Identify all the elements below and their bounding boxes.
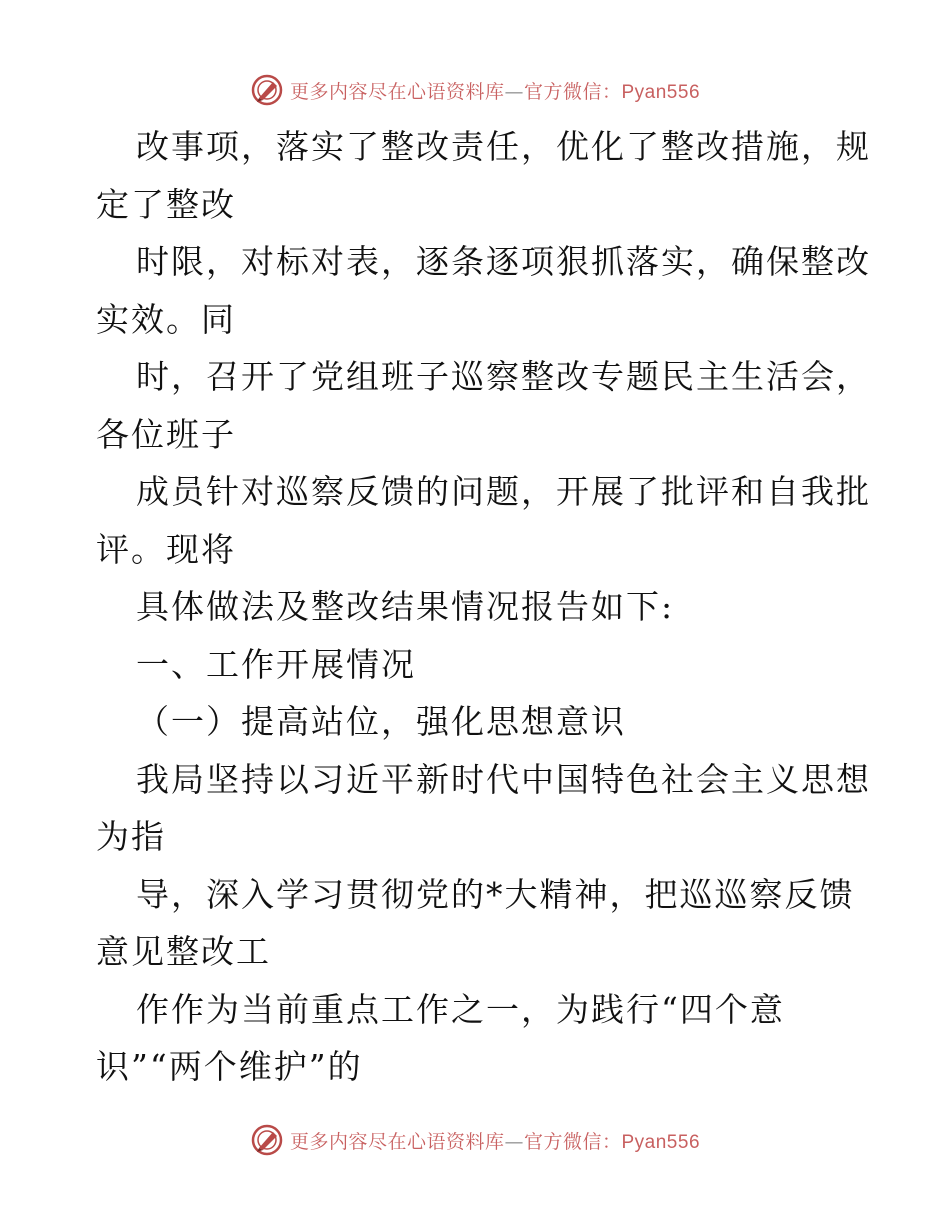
text-line: 成员针对巡察反馈的问题，开展了批评和自我批 — [136, 472, 871, 511]
section-heading: 一、工作开展情况 — [136, 644, 416, 684]
text-line: 评。现将 — [96, 529, 236, 569]
text-line: 意见整改工 — [96, 932, 271, 971]
text-line: 导，深入学习贯彻党的*大精神，把巡巡察反馈 — [136, 874, 855, 914]
text-line: 为指 — [96, 817, 166, 856]
watermark-text: 更多内容尽在心语资料库—官方微信：Pyan556 — [289, 80, 701, 103]
document-body — [96, 118, 871, 1096]
text-line: 实效。同 — [96, 299, 236, 339]
subsection-heading: （一）提高站位，强化思想意识 — [136, 702, 626, 741]
text-line: 时，召开了党组班子巡察整改专题民主生活会， — [136, 357, 871, 396]
text-line: 具体做法及整改结果情况报告如下: — [136, 587, 675, 626]
text-line: 作作为当前重点工作之一，为践行“四个意 — [136, 989, 785, 1029]
text-line: 识”“两个维护”的 — [96, 1047, 363, 1086]
watermark-text: 更多内容尽在心语资料库—官方微信：Pyan556 — [289, 1130, 701, 1153]
text-line: 各位班子 — [96, 414, 236, 454]
header-watermark — [0, 70, 950, 110]
text-line: 改事项，落实了整改责任，优化了整改措施，规 — [136, 127, 871, 166]
text-line: 定了整改 — [96, 184, 236, 224]
text-line: 时限，对标对表，逐条逐项狠抓落实，确保整改 — [136, 242, 871, 281]
pen-logo-icon — [250, 73, 284, 107]
pen-logo-icon — [250, 1123, 284, 1157]
footer-watermark — [0, 1120, 950, 1160]
text-line: 我局坚持以习近平新时代中国特色社会主义思想 — [136, 759, 871, 799]
